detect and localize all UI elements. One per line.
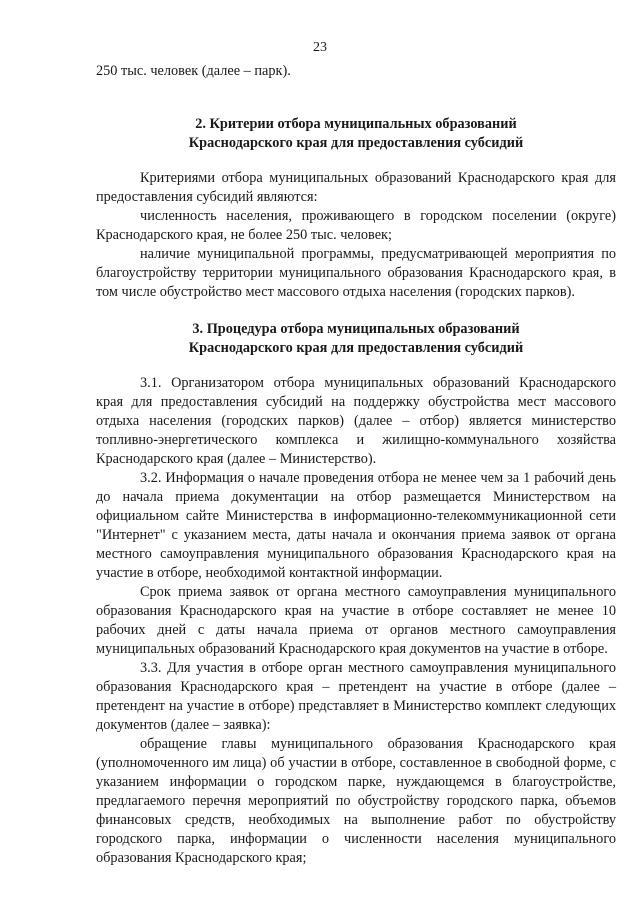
page-number: 23: [313, 40, 327, 55]
section-2-paragraph: численность населения, проживающего в городском поселении (округе) Краснодарского края, не более 250 тыс. человек;: [96, 208, 616, 243]
section-3-paragraph: обращение главы муниципального образования Краснодарского края (уполномоченного им лица) об участии в отборе, составленное в свободной форме, с указанием информации о городском парке, нуждающемся в благоустройстве, предлагаемого перечня мероприятий по обустройству городского парка, объемов финансовых средств, необходимых на выполнение работ по обустройству городского парка, информации о численности населения муниципального образования Краснодарского края;: [96, 736, 616, 866]
section-2-heading-line-2: Краснодарского края для предоставления субсидий: [188, 135, 524, 151]
section-3-heading-line-2: Краснодарского края для предоставления субсидий: [188, 340, 524, 356]
section-2-heading: [96, 115, 616, 153]
section-3-heading: [96, 320, 616, 358]
section-2-paragraph: Критериями отбора муниципальных образований Краснодарского края для предоставления субсидий являются:: [96, 170, 616, 205]
section-3-paragraph: Срок приема заявок от органа местного самоуправления муниципального образования Краснодарского края на участие в отборе составляет не менее 10 рабочих дней с даты начала приема от органов местного самоуправления муниципальных образований Краснодарского края документов на участие в отборе.: [96, 584, 616, 657]
section-3-paragraph: 3.3. Для участия в отборе орган местного самоуправления муниципального образования Краснодарского края – претендент на участие в отборе (далее – претендент на участие в отборе) представляет в Министерство комплект следующих документов (далее – заявка):: [96, 660, 616, 733]
intro-line: 250 тыс. человек (далее – парк).: [96, 63, 291, 79]
section-2-paragraph: наличие муниципальной программы, предусматривающей мероприятия по благоустройству территории муниципального образования Краснодарского края, в том числе обустройство мест массового отдыха населения (городских парков).: [96, 246, 616, 300]
section-3-paragraph: 3.2. Информация о начале проведения отбора не менее чем за 1 рабочий день до начала приема документации на отбор размещается Министерством на официальном сайте Министерства в информационно-телекоммуникационной сети "Интернет" с указанием места, даты начала и окончания приема заявок от органа местного самоуправления муниципального образования Краснодарского края на участие в отборе, необходимой контактной информации.: [96, 470, 616, 581]
section-3-paragraph: 3.1. Организатором отбора муниципальных образований Краснодарского края для предоставления субсидий на поддержку обустройства мест массового отдыха населения (городских парков) (далее – отбор) является министерство топливно-энергетического комплекса и жилищно-коммунального хозяйства Краснодарского края (далее – Министерство).: [96, 375, 616, 467]
section-3-heading-line-1: 3. Процедура отбора муниципальных образований: [192, 321, 520, 337]
document-body: [96, 62, 616, 868]
section-2-heading-line-1: 2. Критерии отбора муниципальных образований: [195, 116, 517, 132]
